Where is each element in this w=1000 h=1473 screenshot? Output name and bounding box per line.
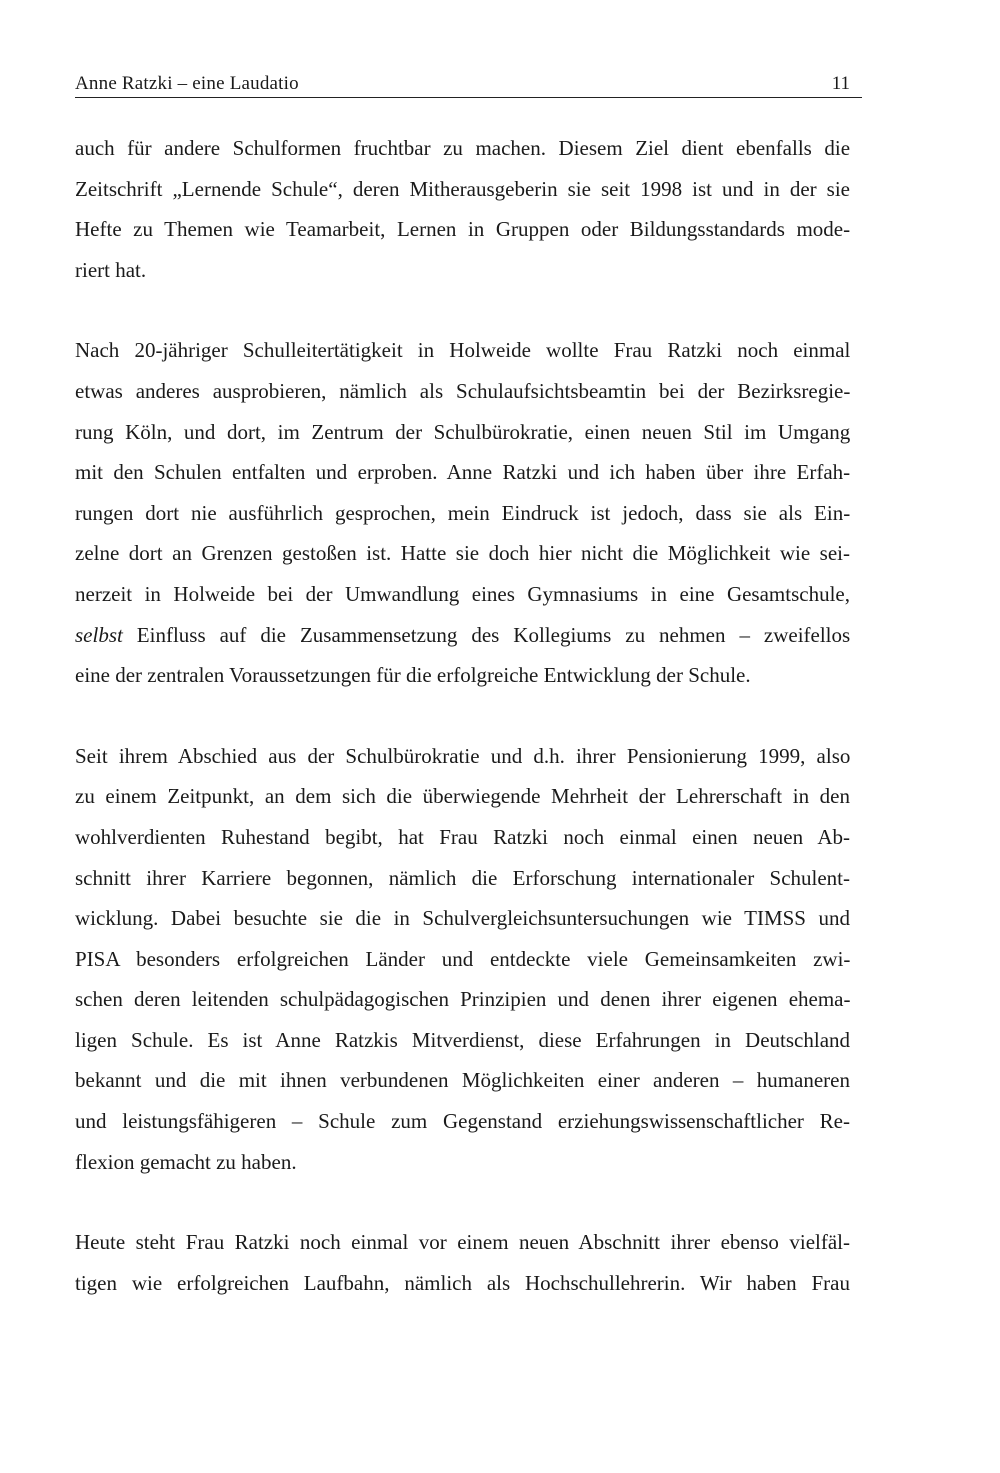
paragraph-gap: [75, 290, 850, 330]
text-line: Heute steht Frau Ratzki noch einmal vor einem neuen Abschnitt ihrer ebenso vielfäl-: [75, 1230, 850, 1255]
paragraph-gap: [75, 696, 850, 736]
text-line: wohlverdienten Ruhestand begibt, hat Frau Ratzki noch einmal einen neuen Ab-: [75, 824, 850, 849]
running-header: [75, 72, 850, 96]
paragraph-2: [75, 330, 850, 695]
paragraph-3: [75, 736, 850, 1183]
text-line: schnitt ihrer Karriere begonnen, nämlich die Erforschung internationaler Schulent-: [75, 865, 850, 890]
text-line: rung Köln, und dort, im Zentrum der Schulbürokratie, einen neuen Stil im Umgang: [75, 419, 850, 444]
text-line: mit den Schulen entfalten und erproben. Anne Ratzki und ich haben über ihre Erfah-: [75, 460, 850, 485]
text-line: bekannt und die mit ihnen verbundenen Möglichkeiten einer anderen – humaneren: [75, 1068, 850, 1093]
text-fragment: Einfluss auf die Zusammensetzung des Kollegiums zu nehmen – zweifellos: [122, 622, 850, 647]
paragraph-1: [75, 128, 850, 290]
body-text: [75, 128, 850, 1303]
header-rule: [75, 97, 862, 98]
text-line: Nach 20-jähriger Schulleitertätigkeit in Holweide wollte Frau Ratzki noch einmal: [75, 338, 850, 363]
text-line: nerzeit in Holweide bei der Umwandlung eines Gymnasiums in eine Gesamtschule,: [75, 581, 850, 606]
paragraph-gap: [75, 1182, 850, 1222]
text-line: zelne dort an Grenzen gestoßen ist. Hatte sie doch hier nicht die Möglichkeit wie sei-: [75, 541, 850, 566]
text-line: eine der zentralen Voraussetzungen für die erfolgreiche Entwicklung der Schule.: [75, 663, 751, 688]
text-line: wicklung. Dabei besuchte sie die in Schulvergleichsuntersuchungen wie TIMSS und: [75, 906, 850, 931]
emphasized-word: selbst: [75, 622, 123, 647]
text-line: Seit ihrem Abschied aus der Schulbürokratie und d.h. ihrer Pensionierung 1999, also: [75, 743, 850, 768]
text-line: PISA besonders erfolgreichen Länder und entdeckte viele Gemeinsamkeiten zwi-: [75, 946, 850, 971]
text-line: flexion gemacht zu haben.: [75, 1149, 297, 1174]
text-line-with-emphasis: [75, 615, 850, 656]
page-number: 11: [831, 73, 850, 94]
text-line: riert hat.: [75, 257, 147, 282]
text-line: schen deren leitenden schulpädagogischen Prinzipien und denen ihrer eigenen ehema-: [75, 987, 850, 1012]
text-line: auch für andere Schulformen fruchtbar zu machen. Diesem Ziel dient ebenfalls die: [75, 136, 850, 160]
text-line: zu einem Zeitpunkt, an dem sich die überwiegende Mehrheit der Lehrerschaft in den: [75, 784, 850, 809]
text-line: und leistungsfähigeren – Schule zum Gegenstand erziehungswissenschaftlicher Re-: [75, 1109, 850, 1134]
running-title: Anne Ratzki – eine Laudatio: [75, 73, 299, 94]
text-line: ligen Schule. Es ist Anne Ratzkis Mitverdienst, diese Erfahrungen in Deutschland: [75, 1027, 850, 1052]
text-line: Hefte zu Themen wie Teamarbeit, Lernen in Gruppen oder Bildungsstandards mode-: [75, 217, 850, 242]
paragraph-4: [75, 1222, 850, 1303]
text-line: tigen wie erfolgreichen Laufbahn, nämlich als Hochschullehrerin. Wir haben Frau: [75, 1270, 850, 1295]
text-line: etwas anderes ausprobieren, nämlich als Schulaufsichtsbeamtin bei der Bezirksregie-: [75, 378, 850, 403]
text-line: rungen dort nie ausführlich gesprochen, mein Eindruck ist jedoch, dass sie als Ein-: [75, 500, 850, 525]
text-line: Zeitschrift „Lernende Schule“, deren Mitherausgeberin sie seit 1998 ist und in der sie: [75, 176, 850, 201]
